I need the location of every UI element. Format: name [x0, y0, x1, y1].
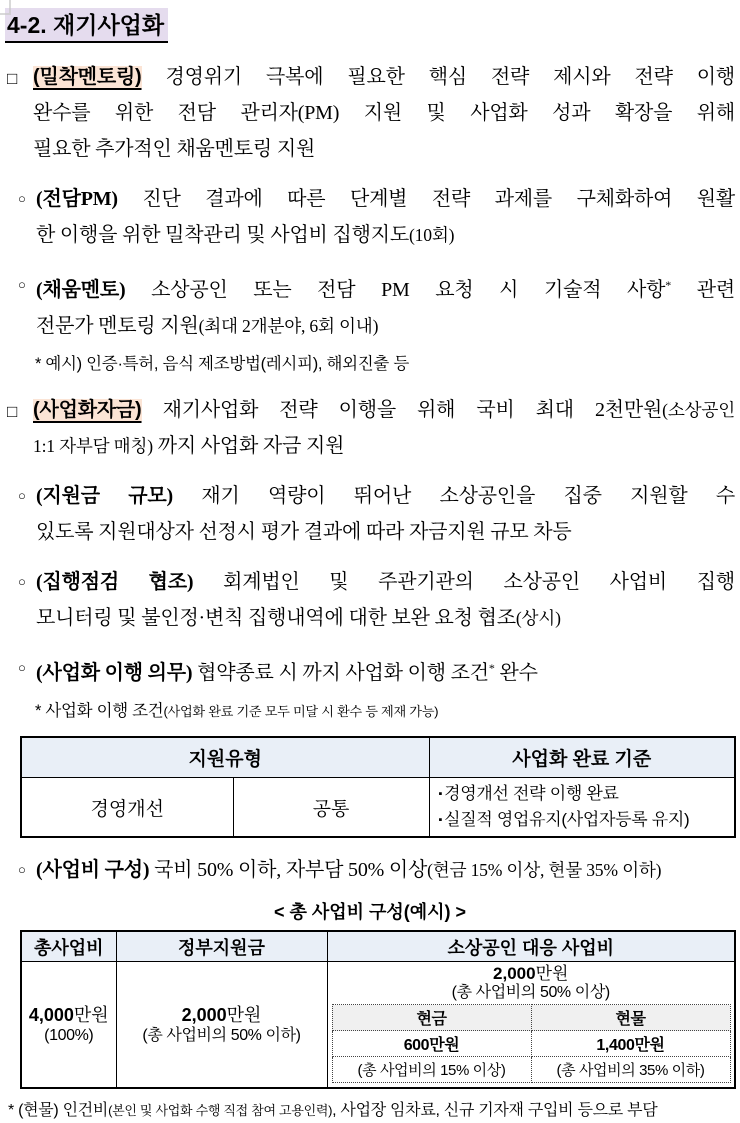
square-bullet-icon: □ — [7, 69, 18, 88]
paragraph-jiphaeng-jeomgeom — [18, 564, 735, 636]
table-row — [21, 778, 735, 838]
text-segment: 재기사업화 전략 이행을 위해 국비 최대 2천만원 — [141, 399, 663, 421]
paragraph-ihaeng-uimu — [18, 650, 735, 691]
circle-bullet-icon: ○ — [18, 191, 26, 206]
text-segment: 소상공인 또는 전담 PM 요청 시 기술적 사항 — [125, 279, 666, 301]
text-segment: (사업비 구성) — [36, 859, 150, 881]
cash-note: (총 사업비의 15% 이상) — [332, 1057, 531, 1083]
text-segment: (소상공인 — [662, 400, 735, 420]
text-line — [33, 392, 735, 428]
text-line — [35, 352, 735, 376]
text-segment: 1:1 자부담 매칭) — [33, 436, 153, 456]
text-segment: , 사업장 임차료, 신규 기자재 구입비 등으로 부담 — [332, 1102, 658, 1119]
text-line — [36, 217, 735, 253]
owner-total-note: (총 사업비의 50% 이상) — [451, 984, 610, 1001]
total-amount: 4,000만원 — [28, 1004, 109, 1025]
text-line — [33, 428, 735, 464]
table1-header-criteria: 사업화 완료 기준 — [429, 737, 735, 778]
circle-bullet-icon: ○ — [18, 574, 26, 589]
text-segment: (최대 2개분야, 6회 이내) — [198, 316, 379, 336]
text-line — [36, 852, 735, 888]
table2-header-total: 총사업비 — [21, 931, 116, 962]
text-segment: 국비 50% 이하, 자부담 50% 이상 — [149, 859, 428, 881]
table2-cell-total — [21, 962, 116, 1089]
table2-cell-govt — [116, 962, 327, 1089]
text-segment: (전담PM) — [36, 188, 118, 210]
text-segment: 전문가 멘토링 지원 — [36, 315, 199, 337]
text-segment: (본인 및 사업화 수행 직접 참여 고용인력) — [108, 1103, 333, 1118]
table1-header-support-type: 지원유형 — [21, 737, 429, 778]
text-segment: 있도록 지원대상자 선정시 평가 결과에 따라 자금지원 규모 차등 — [36, 521, 572, 543]
text-segment: 까지 사업화 자금 지원 — [152, 435, 345, 457]
paragraph-jeondam-pm — [18, 181, 735, 253]
criteria-item-text: 경영개선 전략 이행 완료 — [444, 784, 619, 803]
paragraph-chaeum-mento — [18, 267, 735, 344]
budget-composition-table — [20, 930, 736, 1089]
text-line — [36, 514, 735, 550]
content-flow-middle — [5, 852, 735, 888]
circle-bullet-icon: ○ — [18, 660, 26, 675]
inkind-note: (총 사업비의 35% 이하) — [531, 1057, 730, 1083]
text-segment: (지원금 규모) — [36, 485, 173, 507]
text-segment: (상시) — [515, 608, 561, 628]
text-segment: (사업화 이행 의무) — [36, 662, 193, 684]
text-segment: 한 이행을 위한 밀착관리 및 사업비 집행지도 — [36, 224, 409, 246]
support-type-table — [20, 736, 736, 838]
text-segment: * — [665, 278, 672, 292]
govt-amount-note: (총 사업비의 50% 이하) — [142, 1026, 301, 1044]
square-item-icon: ▪ — [438, 788, 443, 800]
circle-bullet-icon: ○ — [18, 277, 26, 292]
criteria-item — [439, 781, 728, 807]
text-line — [33, 95, 735, 131]
text-segment: (현금 15% 이상, 현물 35% 이하) — [427, 860, 662, 880]
table-caption: < 총 사업비 구성(예시) > — [273, 902, 467, 922]
table-header-row — [21, 931, 735, 962]
table2-header-owner: 소상공인 대응 사업비 — [327, 931, 735, 962]
text-segment: 관련 — [671, 279, 735, 301]
text-segment: 회계법인 및 주관기관의 소상공인 사업비 집행 — [193, 571, 735, 593]
table1-cell-scope: 공통 — [233, 778, 429, 838]
text-line — [36, 650, 735, 691]
text-line — [33, 131, 735, 167]
paragraph-jiwongum-gyumo — [18, 478, 735, 550]
text-line — [35, 699, 735, 724]
text-line — [36, 308, 735, 344]
paragraph-saeopbi-guseong — [18, 852, 735, 888]
page-title-text: 4-2. 재기사업화 — [5, 8, 168, 43]
circle-bullet-icon: ○ — [18, 488, 26, 503]
table-header-row — [21, 737, 735, 778]
content-flow-top — [5, 59, 735, 724]
table-row — [21, 962, 735, 1089]
text-segment: 재기 역량이 뛰어난 소상공인을 집중 지원할 수 — [172, 485, 735, 507]
table1-cell-criteria-items — [429, 778, 735, 838]
total-amount-note: (100%) — [44, 1026, 94, 1044]
square-bullet-icon: □ — [7, 402, 18, 421]
table1-cell-category: 경영개선 — [21, 778, 233, 838]
text-segment: 완수 — [494, 662, 538, 684]
table-row — [332, 1057, 730, 1083]
text-segment: 경영위기 극복에 필요한 핵심 전략 제시와 전략 이행 — [141, 66, 735, 88]
square-item-icon: ▪ — [438, 814, 443, 826]
text-segment: 완수를 위한 전담 관리자(PM) 지원 및 사업화 성과 확장을 위해 — [33, 102, 735, 124]
text-segment: * (현물) 인건비 — [8, 1102, 109, 1119]
text-segment: 진단 결과에 따른 단계별 전략 과제를 구체화하여 원활 — [117, 188, 735, 210]
circle-bullet-icon: ○ — [18, 862, 26, 877]
table-row — [332, 1031, 730, 1057]
text-segment: (사업화 완료 기준 모두 미달 시 환수 등 제재 가능) — [163, 704, 439, 719]
text-line — [33, 59, 735, 95]
paragraph-saeophwa-jagum — [5, 392, 735, 464]
text-segment: * — [488, 661, 495, 675]
owner-total-amount: 2,000만원 — [493, 964, 569, 983]
text-line — [36, 478, 735, 514]
owner-total — [328, 962, 735, 1003]
text-line — [36, 181, 735, 217]
text-segment: (채움멘토) — [36, 279, 126, 301]
paragraph-note-ihaeng-jogeon — [35, 699, 735, 724]
scan-artifact — [0, 0, 11, 15]
text-segment: * 사업화 이행 조건 — [35, 702, 164, 720]
criteria-item-text: 실질적 영업유지(사업자등록 유지) — [444, 810, 690, 829]
text-line — [36, 600, 735, 636]
owner-breakdown-table — [332, 1004, 731, 1083]
text-segment: (밀착멘토링) — [33, 66, 142, 88]
govt-amount: 2,000만원 — [181, 1004, 262, 1025]
text-segment: 필요한 추가적인 채움멘토링 지원 — [33, 138, 316, 160]
footnote-inkind — [8, 1099, 735, 1123]
text-line — [36, 564, 735, 600]
paragraph-note-example — [35, 352, 735, 376]
text-segment: (집행점검 협조) — [36, 571, 194, 593]
text-line — [36, 267, 735, 308]
text-segment: (10회) — [408, 225, 455, 245]
inkind-label: 현물 — [531, 1005, 730, 1031]
paragraph-milchak-mentoring — [5, 59, 735, 167]
table-row — [332, 1005, 730, 1031]
text-segment: (사업화자금) — [33, 399, 142, 421]
criteria-item — [439, 807, 728, 833]
text-segment: 모니터링 및 불인정·변칙 집행내역에 대한 보완 요청 협조 — [36, 607, 516, 629]
cash-amount: 600만원 — [332, 1031, 531, 1057]
cash-label: 현금 — [332, 1005, 531, 1031]
page-title — [5, 8, 735, 43]
text-segment: 협약종료 시 까지 사업화 이행 조건 — [192, 662, 489, 684]
table2-cell-owner — [327, 962, 735, 1089]
text-segment: * 예시) 인증·특허, 음식 제조방법(레시피), 해외진출 등 — [35, 355, 409, 373]
table2-header-govt: 정부지원금 — [116, 931, 327, 962]
inkind-amount: 1,400만원 — [531, 1031, 730, 1057]
